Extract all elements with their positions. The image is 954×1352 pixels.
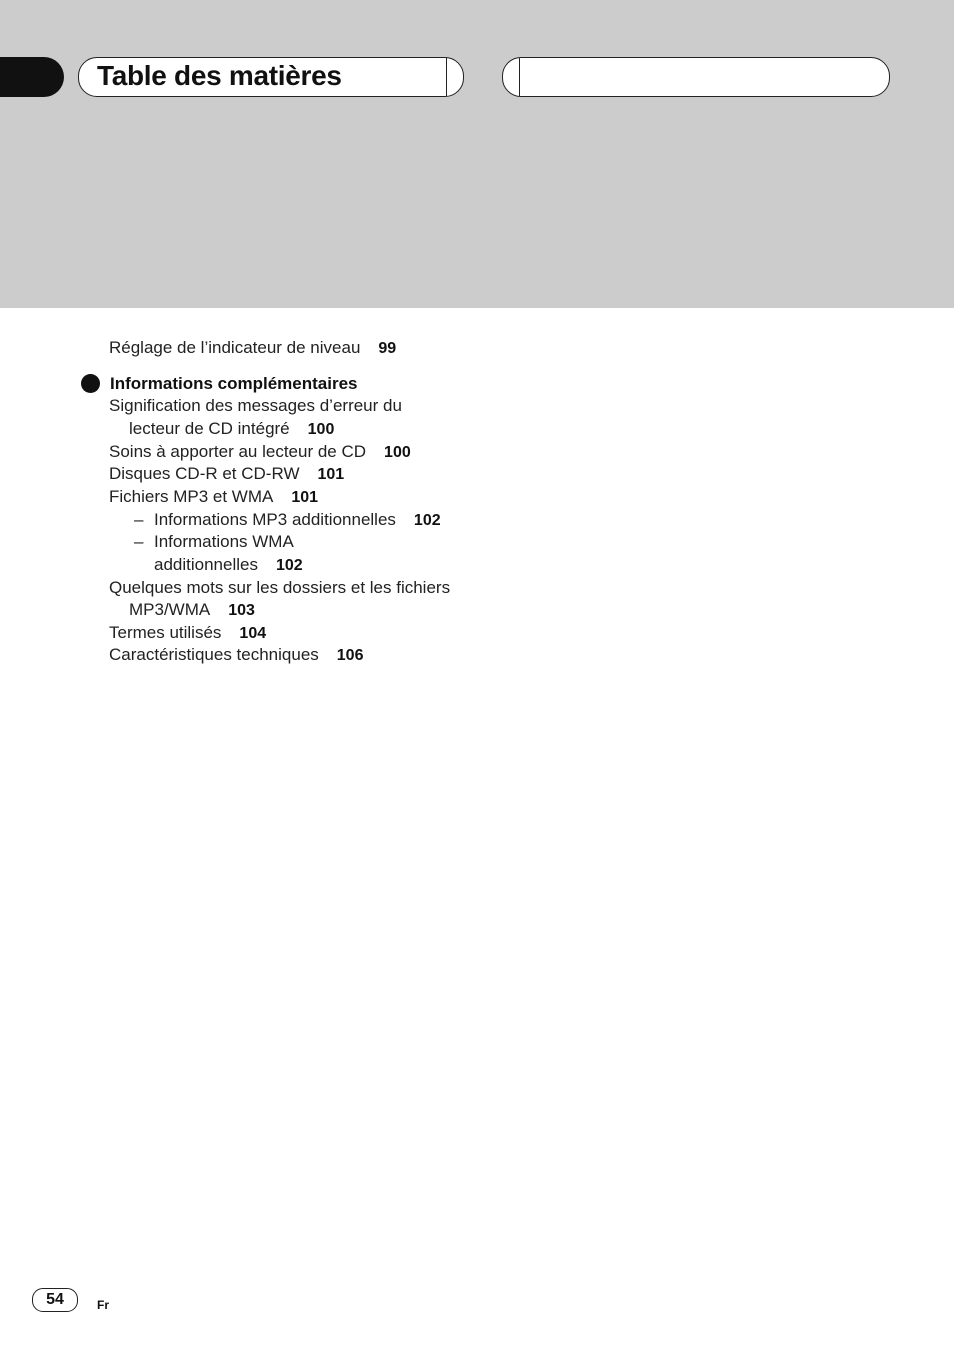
toc-entry-label: Soins à apporter au lecteur de CD — [109, 442, 367, 461]
page-number: 54 — [32, 1288, 78, 1312]
toc-page-number: 101 — [317, 466, 345, 483]
toc-entry-soins[interactable] — [109, 441, 411, 464]
toc-section-heading[interactable]: Informations complémentaires — [110, 374, 358, 393]
section-bullet-icon — [81, 374, 100, 393]
toc-entry-label: Fichiers MP3 et WMA — [109, 487, 274, 506]
toc-entry-label: Disques CD-R et CD-RW — [109, 464, 300, 483]
toc-entry-label: additionnelles — [154, 555, 258, 574]
toc-page-number: 106 — [336, 647, 364, 664]
toc-entry-label: MP3/WMA — [129, 600, 211, 619]
toc-entry-caracteristiques[interactable] — [109, 644, 363, 667]
toc-page-number: 102 — [413, 512, 441, 529]
toc-entry-quelques-cont[interactable] — [129, 599, 255, 622]
page-title: Table des matières — [97, 60, 342, 91]
toc-entry-label: Termes utilisés — [109, 623, 222, 642]
toc-dash: – — [134, 510, 144, 529]
header-band — [0, 0, 954, 308]
chapter-box — [502, 57, 890, 97]
toc-dash: – — [134, 532, 144, 551]
toc-entry-label: Signification des messages d’erreur du — [109, 396, 402, 415]
toc-entry-reglage[interactable] — [109, 337, 396, 360]
toc-entry-disques[interactable] — [109, 463, 344, 486]
toc-entry-label: Informations WMA — [154, 532, 294, 551]
toc-entry-mp3-info[interactable] — [154, 509, 441, 532]
toc-entry-label: Informations MP3 additionnelles — [154, 510, 396, 529]
toc-entry-termes[interactable] — [109, 622, 266, 645]
toc-page-number: 101 — [291, 489, 319, 506]
toc-page-number: 104 — [239, 625, 267, 642]
toc-entry-label: Réglage de l’indicateur de niveau — [109, 338, 361, 357]
toc-entry-label: Caractéristiques techniques — [109, 645, 319, 664]
toc-entry-signification[interactable] — [109, 395, 402, 417]
toc-entry-label: lecteur de CD intégré — [129, 419, 290, 438]
toc-page-number: 103 — [228, 602, 255, 619]
toc-entry-label: Quelques mots sur les dossiers et les fichiers — [109, 578, 451, 597]
toc-entry-quelques[interactable] — [109, 577, 450, 599]
toc-page-number: 100 — [307, 421, 335, 438]
toc-page-number: 100 — [384, 444, 411, 461]
language-code: Fr — [97, 1298, 109, 1312]
toc-entry-signification-cont[interactable] — [129, 418, 334, 441]
toc-page-number: 99 — [378, 340, 397, 357]
toc-entry-wma-info[interactable] — [154, 531, 294, 553]
section-tab — [0, 57, 64, 97]
toc-entry-fichiers[interactable] — [109, 486, 318, 509]
toc-page-number: 102 — [275, 557, 303, 574]
toc-entry-wma-info-cont[interactable] — [154, 554, 303, 577]
